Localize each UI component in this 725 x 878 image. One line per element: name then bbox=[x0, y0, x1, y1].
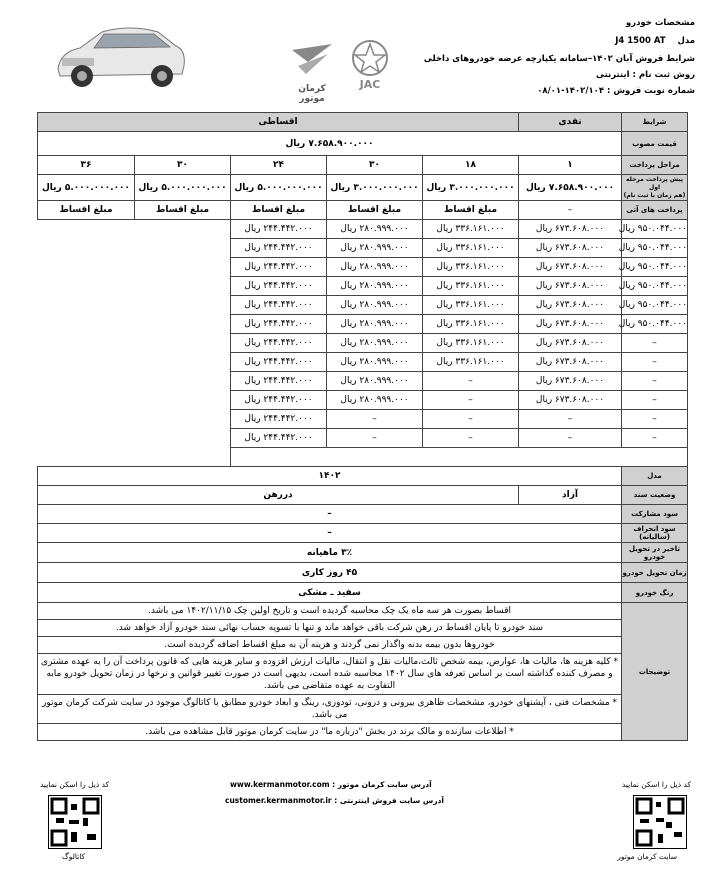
site-line bbox=[230, 780, 432, 789]
installment-cell-30a: ۶۷۳.۶۰۸.۰۰۰ ریال bbox=[519, 372, 622, 391]
installment-row bbox=[38, 296, 688, 315]
installment-cell-30a: ۶۷۳.۶۰۸.۰۰۰ ریال bbox=[519, 277, 622, 296]
installment-cell-18: – bbox=[622, 429, 688, 448]
model-label: مدل bbox=[677, 36, 695, 46]
installment-cell-36: ۲۴۴.۴۴۲.۰۰۰ ریال bbox=[231, 315, 327, 334]
installment-head-30a: مبلغ اقساط bbox=[327, 201, 423, 220]
installment-cell-30a: ۶۷۳.۶۰۸.۰۰۰ ریال bbox=[519, 391, 622, 410]
installment-cell-24: ۳۳۶.۱۶۱.۰۰۰ ریال bbox=[423, 220, 519, 239]
spec-table bbox=[37, 112, 688, 741]
spec-title: مشخصات خودرو bbox=[625, 18, 695, 28]
installment-cell-36: ۲۴۴.۴۴۲.۰۰۰ ریال bbox=[231, 391, 327, 410]
notes-label: توضیحات bbox=[622, 603, 688, 741]
site-url[interactable]: www.kermanmotor.com bbox=[230, 780, 330, 789]
installment-cell-36: ۲۴۴.۴۴۲.۰۰۰ ریال bbox=[231, 410, 327, 429]
site-label: آدرس سایت کرمان موتور : bbox=[332, 780, 432, 789]
installment-cell-36: ۲۴۴.۴۴۲.۰۰۰ ریال bbox=[231, 258, 327, 277]
deviation-value: – bbox=[38, 524, 622, 543]
installment-cell-18: ۹۵۰.۰۴۴.۰۰۰ ریال bbox=[622, 315, 688, 334]
installment-cell-30b: ۲۸۰.۹۹۹.۰۰۰ ریال bbox=[327, 372, 423, 391]
stages-row bbox=[38, 156, 688, 175]
delay-value: ۳٪ ماهیانه bbox=[38, 543, 622, 563]
registration-method: روش ثبت نام : اینترنتی bbox=[595, 70, 695, 80]
installment-cell-36: ۲۴۴.۴۴۲.۰۰۰ ریال bbox=[231, 277, 327, 296]
installment-cell-30a: – bbox=[519, 429, 622, 448]
installment-cell-24: ۳۳۶.۱۶۱.۰۰۰ ریال bbox=[423, 258, 519, 277]
installment-row bbox=[38, 315, 688, 334]
note-1: اقساط بصورت هر سه ماه یک چک محاسبه گردیده است و تاریخ اولین چک ۱۴۰۲/۱۱/۱۵ می باشد. bbox=[38, 603, 621, 620]
future-payments-label: پرداخت های آتی bbox=[622, 201, 688, 220]
note-6: * اطلاعات سازنده و مالک برند در بخش "درباره ما" در سایت کرمان موتور قابل مشاهده می باشد. bbox=[145, 727, 514, 737]
model-row-label: مدل bbox=[622, 467, 688, 486]
installment-cell-18: ۹۵۰.۰۴۴.۰۰۰ ریال bbox=[622, 239, 688, 258]
installment-cell-18: – bbox=[622, 391, 688, 410]
installment-cell-36: ۲۴۴.۴۴۲.۰۰۰ ریال bbox=[231, 334, 327, 353]
installment-head-row bbox=[38, 201, 688, 220]
installment-cell-30a: ۶۷۳.۶۰۸.۰۰۰ ریال bbox=[519, 296, 622, 315]
installment-cell-30b: – bbox=[327, 410, 423, 429]
color-label: رنگ خودرو bbox=[622, 583, 688, 603]
car-image bbox=[50, 14, 190, 100]
installment-cell-30b: ۲۸۰.۹۹۹.۰۰۰ ریال bbox=[327, 391, 423, 410]
model-row bbox=[38, 467, 688, 486]
stages-label: مراحل پرداخت bbox=[622, 156, 688, 175]
future-cash: – bbox=[519, 201, 622, 220]
jac-logo bbox=[344, 38, 396, 90]
installment-head-36: مبلغ اقساط bbox=[38, 201, 135, 220]
price-label: قیمت مصوب bbox=[622, 132, 688, 156]
installment-row bbox=[38, 334, 688, 353]
installment-cell-24: ۳۳۶.۱۶۱.۰۰۰ ریال bbox=[423, 277, 519, 296]
installment-cell-36: ۲۴۴.۴۴۲.۰۰۰ ریال bbox=[231, 239, 327, 258]
installment-row bbox=[38, 239, 688, 258]
installment-cell-18: ۹۵۰.۰۴۴.۰۰۰ ریال bbox=[622, 277, 688, 296]
installment-cell-36: ۲۴۴.۴۴۲.۰۰۰ ریال bbox=[231, 353, 327, 372]
installment-cell-18: – bbox=[622, 372, 688, 391]
delivery-value: ۴۵ روز کاری bbox=[38, 563, 622, 583]
installment-cell-30a: ۶۷۳.۶۰۸.۰۰۰ ریال bbox=[519, 315, 622, 334]
qr-catalog-caption: کاتالوگ bbox=[62, 852, 86, 861]
model-value: J4 1500 AT bbox=[615, 36, 666, 46]
installment-cell-18: ۹۵۰.۰۴۴.۰۰۰ ریال bbox=[622, 220, 688, 239]
installment-cell-18: – bbox=[622, 353, 688, 372]
deviation-label: سود انحراف (سالیانه) bbox=[622, 524, 688, 543]
installment-cell-24: – bbox=[423, 429, 519, 448]
installment-cell-30b: ۲۸۰.۹۹۹.۰۰۰ ریال bbox=[327, 334, 423, 353]
sale-conditions: شرایط فروش آبان ۱۴۰۲–سامانه یکپارچه عرضه خودروهای داخلی bbox=[423, 54, 695, 64]
doc-label: وضعیت سند bbox=[622, 486, 688, 505]
installment-cell-30b: – bbox=[327, 429, 423, 448]
installment-row bbox=[38, 429, 688, 448]
installment-cell-18: – bbox=[622, 410, 688, 429]
note-5: * مشخصات فنی ، آپشنهای خودرو، مشخصات ظاهری بیرونی و درونی، تودوزی، رینگ و ابعاد خودرو مطابق با کاتالوگ موجود در سایت شرکت کرمان موتور می باشد. bbox=[38, 695, 621, 724]
scan-hint-left: کد ذیل را اسکن نمایید bbox=[40, 780, 110, 789]
prepay-36: ۵.۰۰۰.۰۰۰.۰۰۰ ریال bbox=[38, 175, 135, 201]
installment-cell-24: ۳۳۶.۱۶۱.۰۰۰ ریال bbox=[423, 239, 519, 258]
installment-cell-36: ۲۴۴.۴۴۲.۰۰۰ ریال bbox=[231, 372, 327, 391]
color-value: سفید ـ مشکی bbox=[38, 583, 622, 603]
delay-row bbox=[38, 543, 688, 563]
note-4: * کلیه هزینه ها، مالیات ها، عوارض، بیمه شخص ثالث،مالیات نقل و انتقال، مالیات ارزش افزوده و سایر هزینه هایی که قانون پرداخت آن را به عهده مشتری و مصرف کننده گذاشته است بر اساس تعرفه های سال ۱۴۰۲ محاسبه شده است، بدیهی است در صورت تغییر قوانین و نرخها در زمان تحویل خودرو مابه التفاوت به عهده متقاضی می باشد. bbox=[38, 654, 621, 695]
installment-cell-18: ۹۵۰.۰۴۴.۰۰۰ ریال bbox=[622, 296, 688, 315]
installment-cell-30a: – bbox=[519, 410, 622, 429]
stage-18: ۱۸ bbox=[423, 156, 519, 175]
installment-cell-24: ۳۳۶.۱۶۱.۰۰۰ ریال bbox=[423, 334, 519, 353]
doc-row bbox=[38, 486, 688, 505]
installment-cell-24: ۳۳۶.۱۶۱.۰۰۰ ریال bbox=[423, 353, 519, 372]
delivery-row bbox=[38, 563, 688, 583]
shop-line bbox=[225, 796, 444, 805]
installment-cell-24: – bbox=[423, 391, 519, 410]
installment-cell-30b: ۲۸۰.۹۹۹.۰۰۰ ریال bbox=[327, 239, 423, 258]
prepay-row bbox=[38, 175, 688, 201]
qr-code-catalog[interactable] bbox=[48, 795, 102, 849]
stage-36: ۳۶ bbox=[38, 156, 135, 175]
prepay-30b: ۵.۰۰۰.۰۰۰.۰۰۰ ریال bbox=[135, 175, 231, 201]
stage-30a: ۳۰ bbox=[327, 156, 423, 175]
installment-cell-30a: ۶۷۳.۶۰۸.۰۰۰ ریال bbox=[519, 239, 622, 258]
sale-turn-number: شماره نوبت فروش : ۱۴۰۲/۱۰۴-۰۸/۰۱ bbox=[537, 86, 695, 96]
note-2: سند خودرو تا پایان اقساط در رهن شرکت باقی خواهد ماند و تنها با تسویه حساب نهائی سند خودرو آزاد خواهد شد. bbox=[38, 620, 621, 637]
installment-cell-30a: ۶۷۳.۶۰۸.۰۰۰ ریال bbox=[519, 220, 622, 239]
installment-cell-36: ۲۴۴.۴۴۲.۰۰۰ ریال bbox=[231, 220, 327, 239]
installment-head-30b: مبلغ اقساط bbox=[135, 201, 231, 220]
stage-cash: ۱ bbox=[519, 156, 622, 175]
installment-row bbox=[38, 353, 688, 372]
prepay-24: ۵.۰۰۰.۰۰۰.۰۰۰ ریال bbox=[231, 175, 327, 201]
qr-code-site[interactable] bbox=[633, 795, 687, 849]
note-3: خودروها بدون بیمه بدنه واگذار نمی گردند و هزینه آن به مبلغ اقساط اضافه گردیده است. bbox=[38, 637, 621, 654]
prepay-label: مرحله اول bbox=[626, 175, 661, 191]
installment-cell-30b: ۲۸۰.۹۹۹.۰۰۰ ریال bbox=[327, 315, 423, 334]
prepay-30a: ۳.۰۰۰.۰۰۰.۰۰۰ ریال bbox=[327, 175, 423, 201]
installment-cell-30b: ۲۸۰.۹۹۹.۰۰۰ ریال bbox=[327, 258, 423, 277]
shop-label: آدرس سایت فروش اینترنتی : bbox=[334, 796, 444, 805]
installment-cell-36: ۲۴۴.۴۴۲.۰۰۰ ریال bbox=[231, 429, 327, 448]
prepay-18: ۳.۰۰۰.۰۰۰.۰۰۰ ریال bbox=[423, 175, 519, 201]
installment-cell-30b: ۲۸۰.۹۹۹.۰۰۰ ریال bbox=[327, 277, 423, 296]
installment-cell-36: ۲۴۴.۴۴۲.۰۰۰ ریال bbox=[231, 296, 327, 315]
installment-row bbox=[38, 372, 688, 391]
shop-url[interactable]: customer.kermanmotor.ir bbox=[225, 796, 332, 805]
qr-site-icon bbox=[634, 796, 686, 848]
kerman-motor-logo bbox=[288, 40, 336, 104]
cash-header: نقدی bbox=[519, 113, 622, 132]
stage-30b: ۳۰ bbox=[135, 156, 231, 175]
installment-cell-30b: ۲۸۰.۹۹۹.۰۰۰ ریال bbox=[327, 353, 423, 372]
scan-hint-right: کد ذیل را اسکن نمایید bbox=[621, 780, 691, 789]
conditions-label: شرایط bbox=[622, 113, 688, 132]
price-row bbox=[38, 132, 688, 156]
installment-cell-24: ۳۳۶.۱۶۱.۰۰۰ ریال bbox=[423, 315, 519, 334]
jac-logo-text: JAC bbox=[359, 78, 381, 90]
installment-cell-24: ۳۳۶.۱۶۱.۰۰۰ ریال bbox=[423, 296, 519, 315]
prepay-side-label: پیش پرداخت bbox=[645, 175, 684, 183]
partnership-value: – bbox=[38, 505, 622, 524]
installment-row bbox=[38, 391, 688, 410]
prepay-label-cell bbox=[622, 175, 688, 201]
prepay-label-2: (هم زمان با ثبت نام) bbox=[623, 191, 686, 199]
delivery-label: زمان تحویل خودرو bbox=[622, 563, 688, 583]
installment-head-24: مبلغ اقساط bbox=[231, 201, 327, 220]
installment-cell-24: – bbox=[423, 372, 519, 391]
qr-site-caption: سایت کرمان موتور bbox=[617, 852, 677, 861]
installment-cell-30a: ۶۷۳.۶۰۸.۰۰۰ ریال bbox=[519, 334, 622, 353]
doc-installment: دررهن bbox=[38, 486, 519, 505]
notes-cell bbox=[38, 603, 622, 741]
kerman-motor-logo-text: کرمان موتور bbox=[298, 84, 326, 104]
price-value: ۷.۶۵۸.۹۰۰.۰۰۰ ریال bbox=[38, 132, 622, 156]
installment-cell-30a: ۶۷۳.۶۰۸.۰۰۰ ریال bbox=[519, 258, 622, 277]
installment-cell-30b: ۲۸۰.۹۹۹.۰۰۰ ریال bbox=[327, 296, 423, 315]
qr-catalog-icon bbox=[49, 796, 101, 848]
installment-row bbox=[38, 258, 688, 277]
partnership-row bbox=[38, 505, 688, 524]
doc-cash: آزاد bbox=[519, 486, 622, 505]
installment-row bbox=[38, 410, 688, 429]
delay-label: تاخیر در تحویل خودرو bbox=[622, 543, 688, 563]
installment-row bbox=[38, 277, 688, 296]
installment-row bbox=[38, 220, 688, 239]
installment-header: اقساطی bbox=[38, 113, 519, 132]
deviation-row bbox=[38, 524, 688, 543]
prepay-cash: ۷.۶۵۸.۹۰۰.۰۰۰ ریال bbox=[519, 175, 622, 201]
model-line bbox=[615, 36, 695, 46]
color-row bbox=[38, 583, 688, 603]
stage-24: ۲۴ bbox=[231, 156, 327, 175]
installment-cell-18: – bbox=[622, 334, 688, 353]
installment-cell-18: ۹۵۰.۰۴۴.۰۰۰ ریال bbox=[622, 258, 688, 277]
conditions-row bbox=[38, 113, 688, 132]
model-year: ۱۴۰۲ bbox=[38, 467, 622, 486]
installment-cell-24: – bbox=[423, 410, 519, 429]
installment-head-18: مبلغ اقساط bbox=[423, 201, 519, 220]
partnership-label: سود مشارکت bbox=[622, 505, 688, 524]
notes-row bbox=[38, 603, 688, 741]
installment-cell-30a: ۶۷۳.۶۰۸.۰۰۰ ریال bbox=[519, 353, 622, 372]
installment-filler-row bbox=[38, 448, 688, 467]
installment-cell-30b: ۲۸۰.۹۹۹.۰۰۰ ریال bbox=[327, 220, 423, 239]
